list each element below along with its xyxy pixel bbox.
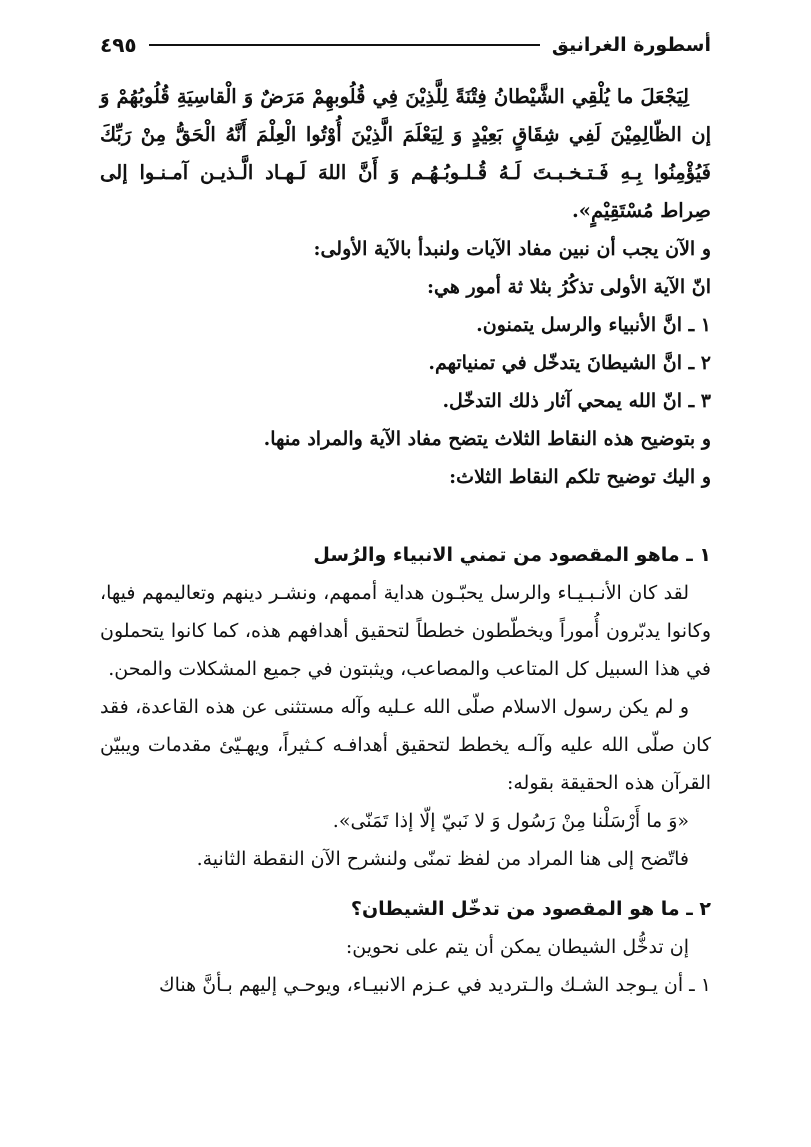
header-rule <box>149 44 540 46</box>
section-1-paragraph-2: و لم يكن رسول الاسلام صلّى الله عـليه وآله مستثنى عن هذه القاعدة، فقد كان صلّى الله عليه وآلـه يخطط لتحقيق أهدافـه كـثيراً، ويهـيّئ مقدمات ويبيّن القرآن هذه الحقيقة بقوله: <box>100 696 711 794</box>
spacer <box>100 878 711 890</box>
section-2-heading: ٢ ـ ما هو المقصود من تدخّل الشيطان؟ <box>350 898 711 920</box>
page-header <box>100 28 711 62</box>
clarify-line: و بتوضيح هذه النقاط الثلاث يتضح مفاد الآية والمراد منها. <box>263 428 711 450</box>
section-1-heading: ١ ـ ماهو المقصود من تمني الانبياء والرُسل <box>313 544 711 566</box>
running-title: أسطورة الغرانيق <box>551 34 711 56</box>
intro-line-1: و الآن يجب أن نبين مفاد الآيات ولنبدأ بالآية الأولى: <box>313 238 711 260</box>
spacer <box>100 496 711 536</box>
section-2-point-1: ١ ـ أن يـوجد الشـك والـترديد في عـزم الانبيـاء، ويوحـي إليهم بـأنَّ هناك <box>158 974 711 996</box>
section-1-paragraph-1: لقد كان الأنـبـيـاء والرسل يحبّـون هداية أممهم، ونشـر دينهم وتعاليمهم فيها، وكانوا يدبّرون أُموراً ويخطّطون خططاً لتحقيق أهدافهم هذه، كما كانوا يتحملون في هذا السبيل كل المتاعب والمصاعب، ويثبتون في جميع المشكلات والمحن. <box>100 582 711 680</box>
page-body <box>100 78 711 1004</box>
point-1: ١ ـ انَّ الأنبياء والرسل يتمنون. <box>476 314 711 336</box>
section-1-conclusion: فاتّضح إلى هنا المراد من لفظ تمنّى ولنشرح الآن النقطة الثانية. <box>196 848 689 870</box>
page-number: ٤٩٥ <box>100 33 137 57</box>
section-1-verse: «وَ ما أَرْسَلْنا مِنْ رَسُول وَ لا نَبيّ إلّا إذا تَمَنّى». <box>332 810 689 832</box>
next-line: و اليك توضيح تلكم النقاط الثلاث: <box>449 466 711 488</box>
section-2-intro: إن تدخُّل الشيطان يمكن أن يتم على نحوين: <box>345 936 689 958</box>
point-2: ٢ ـ انَّ الشيطانَ يتدخّل في تمنياتهم. <box>428 352 711 374</box>
quranic-quote: لِيَجْعَلَ ما يُلْقِي الشَّيْطانُ فِتْنَةً لِلَّذِيْنَ فِي قُلُوبهِمْ مَرَضٌ وَ الْقاسِيَةِ قُلُوبُهُمْ وَ إن الظّالِمِيْنَ لَفِي شِقَاقٍ بَعِيْدٍ وَ لِيَعْلَمَ الَّذِيْنَ أُوْتُوا الْعِلْمَ أَنَّهُ الْحَقُّ مِنْ رَبِّكَ فَيُؤْمِنُوا بِـهِ فَـتـخـبـتَ لَـهُ قُـلـوبُـهُـم وَ أَنَّ اللهَ لَـهـاد الَّـذيـن آمـنـوا إلى صِراط مُسْتَقِيْمٍ». <box>100 85 711 222</box>
point-3: ٣ ـ انّ الله يمحي آثار ذلك التدخّل. <box>442 390 711 412</box>
intro-line-2: انّ الآية الأولى تذكُرُ بثلا ثة أمور هي: <box>427 276 711 298</box>
